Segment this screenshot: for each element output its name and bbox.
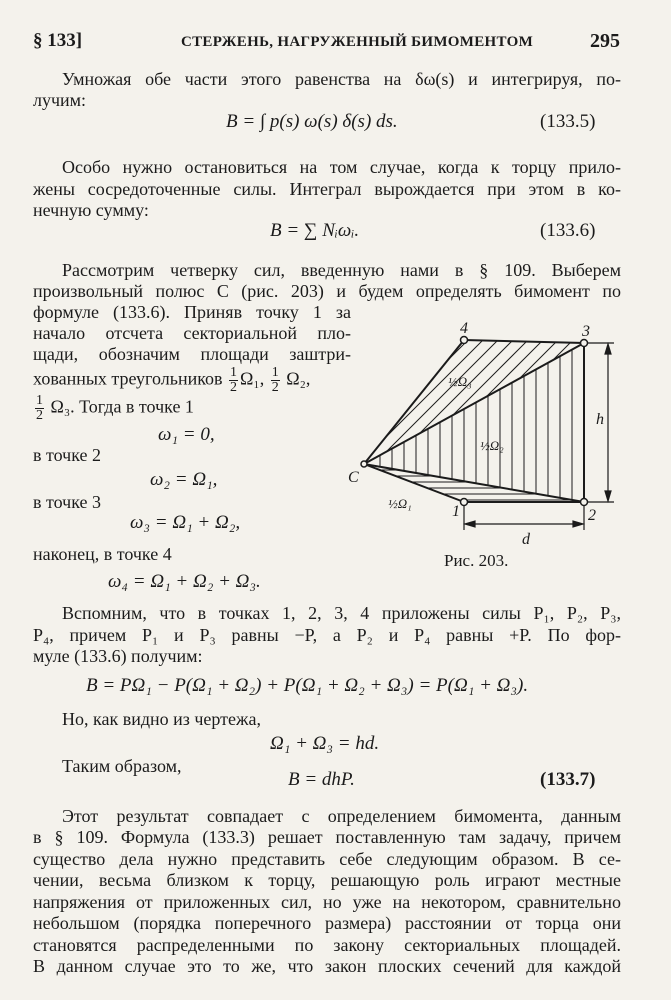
figure-caption: Рис. 203. — [444, 551, 509, 570]
text-line: Таким образом, — [62, 756, 182, 776]
text-line: жены сосредоточенные силы. Интеграл вырождается при этом в ко- — [33, 179, 621, 199]
label-point-2: 2 — [588, 507, 596, 524]
figure-vertices — [361, 337, 588, 506]
text-line: формуле (133.6). Приняв точку 1 за — [33, 302, 351, 322]
text-line: нечную сумму: — [33, 200, 149, 220]
figure-203 — [340, 318, 640, 548]
label-pole-c: C — [348, 469, 359, 486]
fraction-denominator: 2 — [36, 408, 43, 423]
text-line: в точке 2 — [33, 445, 102, 465]
equation-area-sum: Ω₁ + Ω₃ = hd. — [270, 733, 380, 754]
label-d: d — [522, 531, 530, 548]
page-number: 295 — [590, 30, 620, 52]
fraction-one-half — [229, 366, 238, 395]
label-point-3: 3 — [582, 323, 590, 340]
fraction-denominator: 2 — [271, 380, 279, 395]
text-line: Умножая обе части этого равенства на δω(s) и интегрируя, по- — [62, 69, 621, 89]
omega-1: ω₁ = 0, — [158, 424, 215, 445]
label-omega-2: ½Ω₂ — [480, 438, 504, 453]
equation-133-7: B = dhP. — [288, 769, 355, 790]
equation-number: (133.7) — [540, 769, 596, 790]
omega-3: ω₃ = Ω₁ + Ω₂, — [130, 512, 241, 533]
equation-number: (133.6) — [540, 220, 596, 241]
text-line: Но, как видно из чертежа, — [62, 709, 261, 729]
running-title: СТЕРЖЕНЬ, НАГРУЖЕННЫЙ БИМОМЕНТОМ — [181, 34, 534, 50]
fraction-one-half — [35, 394, 44, 423]
fraction-numerator: 1 — [271, 365, 279, 380]
text-fragment: Ω₂, — [286, 368, 311, 389]
text-fragment: Ω₁, — [240, 368, 265, 389]
text-fragment: хованных треугольников — [33, 368, 223, 389]
text-line: Рассмотрим четверку сил, введенную нами в § 109. Выберем — [62, 260, 621, 280]
text-line: Особо нужно остановиться на том случае, когда к торцу прило- — [62, 157, 621, 177]
text-line: произвольный полюс C (рис. 203) и будем определять бимомент по — [33, 281, 621, 301]
equation-bimoment-sum: B = PΩ₁ − P(Ω₁ + Ω₂) + P(Ω₁ + Ω₂ + Ω₃) = P(Ω₁ + Ω₃). — [86, 675, 529, 696]
text-line: муле (133.6) получим: — [33, 646, 203, 666]
text-line: В данном случае это то же, что закон плоских сечений для каждой — [33, 956, 621, 976]
text-line: P₄, причем P₁ и P₃ равны −P, а P₂ и P₄ равны +P. По фор- — [33, 625, 621, 645]
equation-133-6: B = ∑ Nᵢωᵢ. — [270, 220, 360, 241]
text-line: наконец, в точке 4 — [33, 544, 172, 564]
fraction-denominator: 2 — [230, 380, 238, 395]
fraction-numerator: 1 — [36, 393, 43, 408]
fraction-one-half — [271, 366, 280, 395]
text-line: существо дела нужно представить себе следующим образом. В се- — [33, 849, 621, 869]
text-line: Этот результат совпадает с определением бимомента, данным — [62, 806, 621, 826]
text-line: начало отсчета секториальной пло- — [33, 323, 351, 343]
text-line: становятся распределенными по закону секториальных площадей. — [33, 935, 621, 955]
section-number: § 133] — [33, 30, 83, 51]
dimension-d — [464, 502, 584, 530]
text-line: Вспомним, что в точках 1, 2, 3, 4 приложены силы P₁, P₂, P₃, — [62, 603, 621, 623]
text-line: чении, весьма близком к торцу, решающую роль играют местные — [33, 870, 621, 890]
omega-4: ω₄ = Ω₁ + Ω₂ + Ω₃. — [108, 571, 261, 592]
label-point-4: 4 — [460, 320, 468, 337]
text-line: напряжения от приложенных сил, но уже на некотором, сравнительно — [33, 892, 621, 912]
label-omega-3: ½Ω₃ — [448, 374, 472, 389]
label-omega-1: ½Ω₁ — [388, 496, 412, 511]
label-h: h — [596, 411, 604, 428]
label-point-1: 1 — [452, 503, 460, 520]
text-fragment: Ω₃. Тогда в точке 1 — [50, 396, 194, 417]
equation-133-5: B = ∫ p(s) ω(s) δ(s) ds. — [226, 111, 398, 132]
equation-number: (133.5) — [540, 111, 596, 132]
text-line: щади, обозначим площади заштри- — [33, 344, 351, 364]
text-line: в точке 3 — [33, 492, 102, 512]
text-line: небольшом (порядка поперечного размера) расстоянии от торца они — [33, 913, 621, 933]
text-line: лучим: — [33, 90, 87, 110]
omega-2: ω₂ = Ω₁, — [150, 469, 218, 490]
text-line: в § 109. Формула (133.3) решает поставленную там задачу, причем — [33, 827, 621, 847]
fraction-numerator: 1 — [230, 365, 238, 380]
hatch-omega-2 — [380, 318, 572, 548]
